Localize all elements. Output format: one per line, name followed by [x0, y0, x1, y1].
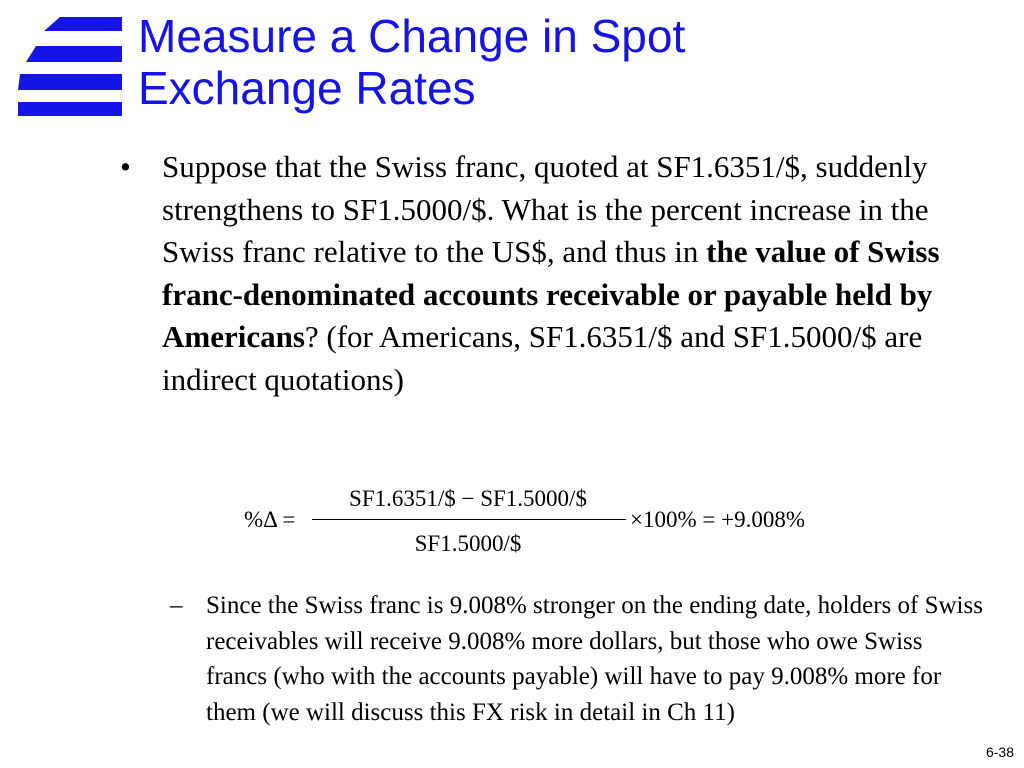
formula-numerator: SF1.6351/$ − SF1.5000/$: [349, 486, 587, 511]
sub-bullet-marker: –: [170, 592, 183, 619]
slide-title-line-2: Exchange Rates: [138, 62, 476, 114]
bullet-text-part-1: Suppose that the Swiss franc, quoted at SF1.6351/$, suddenly strengthens to SF1.5000/$. What is the percent increase in the Swiss franc relative to the US$, and thus in: [162, 149, 929, 269]
percent-change-formula: [244, 486, 884, 566]
formula-rhs: ×100% = +9.008%: [630, 507, 805, 532]
formula-lhs: %Δ =: [244, 507, 296, 532]
slide-title-line-1: Measure a Change in Spot: [138, 10, 686, 62]
sub-bullet-text: Since the Swiss franc is 9.008% stronger on the ending date, holders of Swiss receivables will receive 9.008% more dollars, but those who owe Swiss francs (who with the accounts payable) will have to pay 9.008% more for them (we will discuss this FX risk in detail in Ch 11): [206, 592, 983, 726]
slide-title: [138, 10, 998, 114]
bullet-text-bold: the value of Swiss franc-denominated accounts receivable or payable held by Americans: [162, 234, 940, 354]
main-bullet-text: [162, 146, 992, 401]
fraction-bar: [312, 519, 626, 520]
page-number: 6-38: [985, 744, 1014, 760]
formula-denominator: SF1.5000/$: [414, 531, 522, 556]
blue-stripes-logo-icon: [0, 0, 130, 120]
bullet-marker: •: [120, 149, 131, 184]
bullet-text-part-2: ? (for Americans, SF1.6351/$ and SF1.5000/$ are indirect quotations): [162, 319, 923, 397]
